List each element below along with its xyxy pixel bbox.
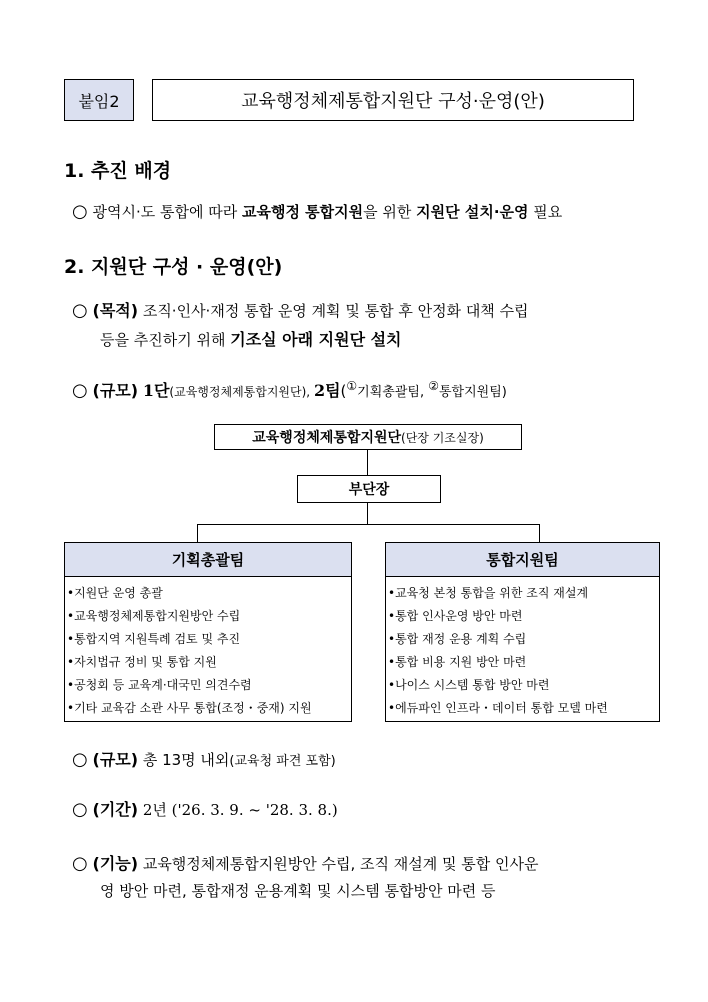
list-item: • 교육행정체제통합지원방안 수립	[67, 605, 351, 628]
emphasis: 기조실 아래 지원단 설치	[230, 330, 402, 349]
team-support-tasks	[386, 577, 659, 720]
team-support-name: 통합지원팀	[386, 543, 659, 577]
size-line	[72, 747, 336, 770]
text: 기획총괄팀,	[357, 385, 429, 400]
function-label: (기능)	[92, 854, 139, 873]
section-1-bullet-line	[72, 201, 562, 222]
org-vice-box: 부단장	[297, 475, 441, 503]
team-planning-tasks	[65, 577, 351, 720]
list-item: • 에듀파인 인프라・데이터 통합 모델 마련	[388, 697, 659, 720]
org-top-note: (단장 기조실장)	[401, 430, 484, 445]
list-item: • 통합 인사운영 방안 마련	[388, 605, 659, 628]
connector-line	[367, 450, 368, 475]
emphasis: 교육행정 통합지원	[241, 203, 364, 221]
text: 광역시·도 통합에 따라	[92, 203, 242, 221]
connector-line	[197, 524, 539, 525]
circle-bullet-icon: ○	[72, 749, 88, 770]
text: 총 13명 내외	[142, 751, 230, 769]
document-title: 교육행정체제통합지원단 구성·운영(안)	[152, 79, 634, 121]
list-item: • 통합 재정 운용 계획 수립	[388, 628, 659, 651]
connector-line	[367, 503, 368, 524]
connector-line	[197, 524, 198, 542]
text: 필요	[528, 203, 563, 221]
text: (교육행정체제통합지원단),	[169, 385, 314, 399]
list-item: • 기타 교육감 소관 사무 통합(조정・중재) 지원	[67, 697, 351, 720]
list-item: • 공청회 등 교육계·대국민 의견수렴	[67, 674, 351, 697]
text: 통합지원팀)	[438, 385, 507, 400]
purpose-line-1	[72, 298, 529, 321]
period-text: 2년 ('26. 3. 9. ~ '28. 3. 8.)	[142, 801, 338, 819]
function-text: 교육행정체제통합지원방안 수립, 조직 재설계 및 통합 인사운	[142, 855, 539, 873]
team-planning-name: 기획총괄팀	[65, 543, 351, 577]
text: (	[340, 382, 347, 400]
period-label: (기간)	[92, 800, 139, 819]
purpose-line-2	[100, 327, 402, 350]
list-item: • 자치법규 정비 및 통합 지원	[67, 651, 351, 674]
attachment-label: 붙임2	[64, 79, 134, 121]
emphasis: 2팀	[313, 381, 341, 400]
org-top-label: 교육행정체제통합지원단	[252, 430, 402, 446]
list-item: • 교육청 본청 통합을 위한 조직 재설계	[388, 582, 659, 605]
circle-bullet-icon: ○	[72, 201, 88, 222]
list-item: • 나이스 시스템 통합 방안 마련	[388, 674, 659, 697]
circle-bullet-icon: ○	[72, 799, 88, 820]
team-planning-box	[64, 542, 352, 722]
emphasis: 지원단 설치·운영	[416, 203, 529, 221]
list-item: • 통합 비용 지원 방안 마련	[388, 651, 659, 674]
list-item: • 통합지역 지원특례 검토 및 추진	[67, 628, 351, 651]
purpose-text: 조직·인사·재정 통합 운영 계획 및 통합 후 안정화 대책 수립	[142, 302, 529, 320]
connector-line	[539, 524, 540, 542]
purpose-label: (목적)	[92, 301, 139, 320]
period-line	[72, 797, 338, 820]
list-item: • 지원단 운영 총괄	[67, 582, 351, 605]
org-top-box	[214, 424, 522, 450]
size-label: (규모)	[92, 750, 139, 769]
team-support-box	[385, 542, 660, 722]
text: (교육청 파견 포함)	[229, 754, 336, 769]
number-marker: ①	[346, 379, 358, 393]
circle-bullet-icon: ○	[72, 300, 88, 321]
function-line-1	[72, 851, 538, 874]
text: 등을 추진하기 위해	[100, 331, 231, 349]
section-2-heading: 2. 지원단 구성 · 운영(안)	[64, 256, 283, 278]
section-1-heading: 1. 추진 배경	[64, 160, 172, 182]
circle-bullet-icon: ○	[72, 853, 88, 874]
circle-bullet-icon: ○	[72, 380, 88, 401]
text: 을 위한	[363, 203, 417, 221]
function-line-2: 영 방안 마련, 통합재정 운용계획 및 시스템 통합방안 마련 등	[100, 882, 496, 900]
scale-label: (규모)	[92, 381, 139, 400]
scale-line	[72, 378, 507, 401]
number-marker: ②	[428, 379, 439, 393]
emphasis: 1단	[142, 381, 170, 400]
